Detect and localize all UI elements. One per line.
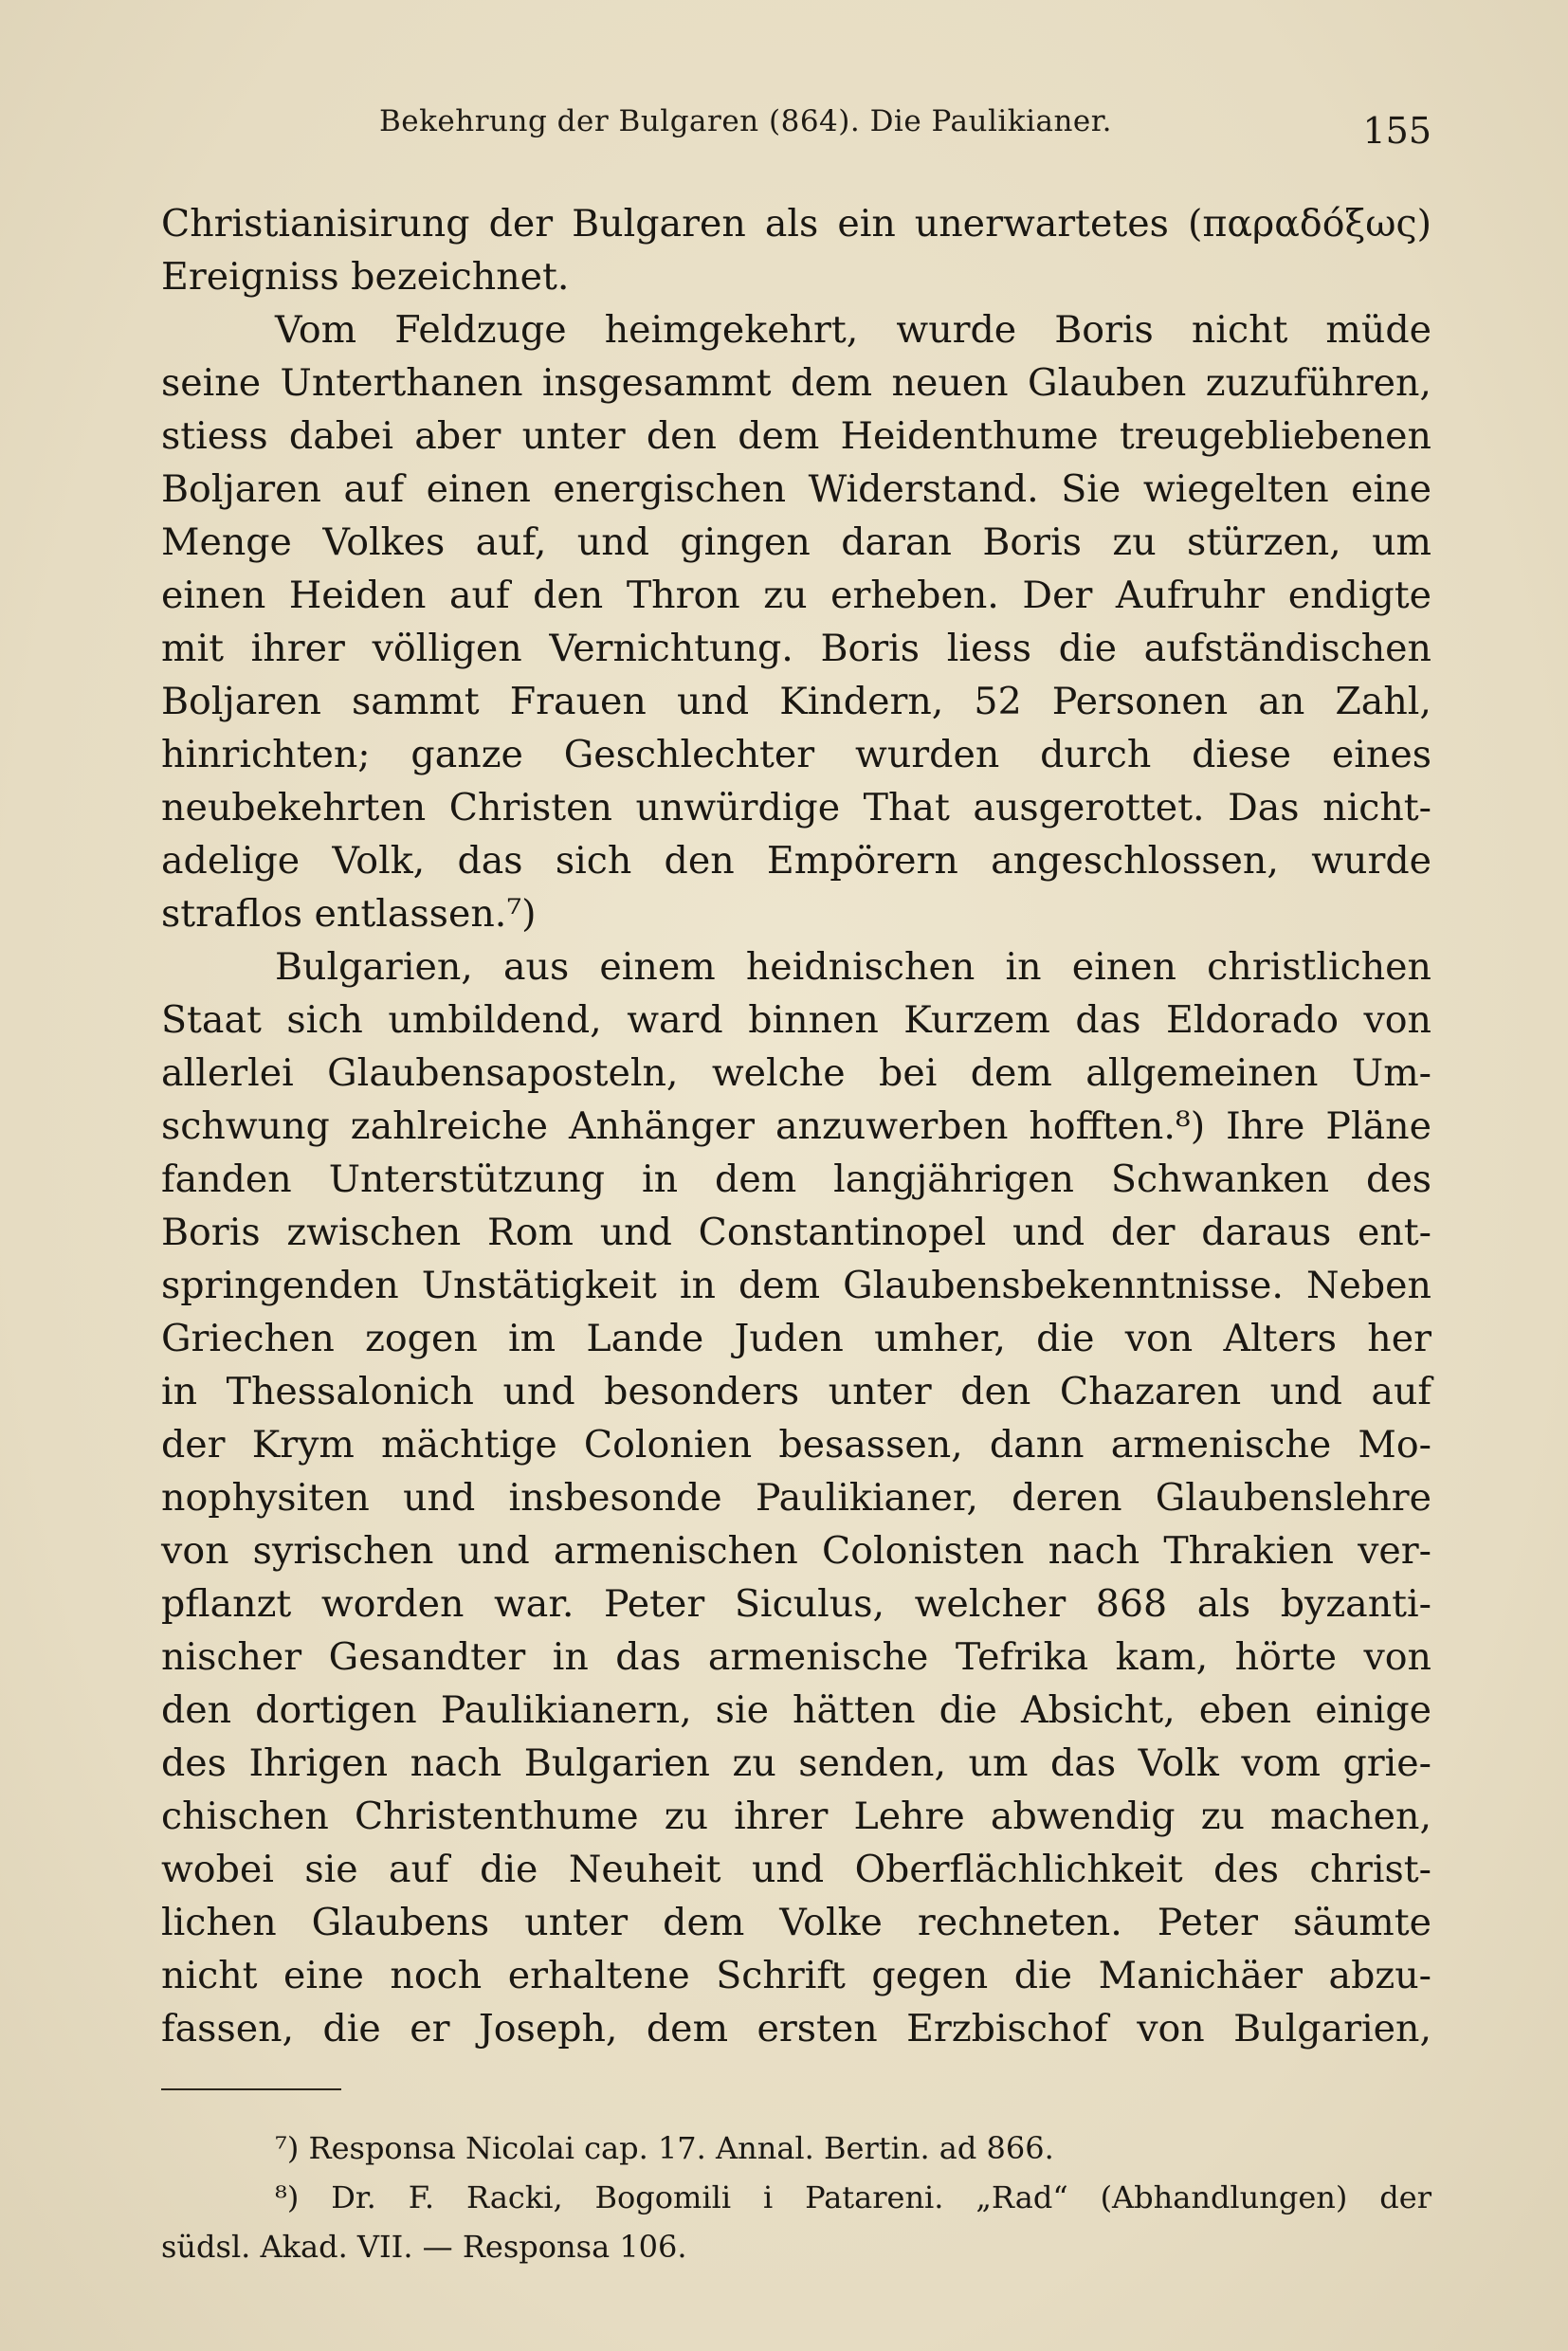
text-line: seine Unterthanen insgesammt dem neuen Glauben zuzuführen,: [161, 361, 1431, 405]
footnote-divider: [161, 2088, 341, 2090]
text-line: springenden Unstätigkeit in dem Glaubensbekenntnisse. Neben: [161, 1264, 1431, 1307]
text-line: nicht eine noch erhaltene Schrift gegen die Manichäer abzu-: [161, 1954, 1431, 1997]
text-line: Boljaren auf einen energischen Widerstand. Sie wiegelten eine: [161, 467, 1431, 511]
text-line: den dortigen Paulikianern, sie hätten die Absicht, eben einige: [161, 1688, 1431, 1732]
text-line: straflos entlassen.⁷): [161, 892, 537, 936]
text-line: Christianisirung der Bulgaren als ein unerwartetes (παραδόξως): [161, 202, 1431, 246]
text-line: allerlei Glaubensaposteln, welche bei dem allgemeinen Um-: [161, 1051, 1431, 1095]
text-line: neubekehrten Christen unwürdige That ausgerottet. Das nicht-: [161, 786, 1431, 829]
footnote: ⁸) Dr. F. Racki, Bogomili i Patareni. „Rad“ (Abhandlungen) der: [275, 2179, 1431, 2215]
text-line: Griechen zogen im Lande Juden umher, die von Alters her: [161, 1317, 1431, 1360]
text-line: mit ihrer völligen Vernichtung. Boris liess die aufständischen: [161, 627, 1431, 670]
text-line: Staat sich umbildend, ward binnen Kurzem das Eldorado von: [161, 998, 1431, 1042]
text-line: Boljaren sammt Frauen und Kindern, 52 Personen an Zahl,: [161, 680, 1431, 723]
text-line: Bulgarien, aus einem heidnischen in einen christlichen: [275, 945, 1431, 989]
text-line: Boris zwischen Rom und Constantinopel und der daraus ent-: [161, 1211, 1431, 1254]
footnotes: [161, 2123, 1431, 2271]
footnote-continuation: südsl. Akad. VII. — Responsa 106.: [161, 2229, 687, 2265]
text-line: Ereigniss bezeichnet.: [161, 255, 570, 299]
text-line: der Krym mächtige Colonien besassen, dann armenische Mo-: [161, 1423, 1431, 1467]
text-line: Menge Volkes auf, und gingen daran Boris zu stürzen, um: [161, 520, 1431, 564]
text-line: nischer Gesandter in das armenische Tefrika kam, hörte von: [161, 1635, 1431, 1679]
text-line: schwung zahlreiche Anhänger anzuwerben hofften.⁸) Ihre Pläne: [161, 1104, 1431, 1148]
text-line: in Thessalonich und besonders unter den Chazaren und auf: [161, 1370, 1431, 1413]
text-line: von syrischen und armenischen Colonisten nach Thrakien ver-: [161, 1529, 1431, 1573]
text-line: lichen Glaubens unter dem Volke rechneten. Peter säumte: [161, 1901, 1431, 1944]
page-number: 155: [1362, 110, 1431, 152]
text-line: fanden Unterstützung in dem langjährigen Schwanken des: [161, 1157, 1431, 1201]
text-line: pflanzt worden war. Peter Siculus, welcher 868 als byzanti-: [161, 1582, 1431, 1626]
text-line: wobei sie auf die Neuheit und Oberflächlichkeit des christ-: [161, 1848, 1431, 1891]
text-line: Vom Feldzuge heimgekehrt, wurde Boris nicht müde: [275, 308, 1431, 352]
page-header: [379, 104, 1431, 152]
text-line: fassen, die er Joseph, dem ersten Erzbischof von Bulgarien,: [161, 2007, 1431, 2050]
text-line: adelige Volk, das sich den Empörern angeschlossen, wurde: [161, 839, 1431, 883]
text-line: des Ihrigen nach Bulgarien zu senden, um das Volk vom grie-: [161, 1741, 1431, 1785]
text-line: einen Heiden auf den Thron zu erheben. Der Aufruhr endigte: [161, 574, 1431, 617]
text-line: chischen Christenthume zu ihrer Lehre abwendig zu machen,: [161, 1795, 1431, 1838]
text-line: stiess dabei aber unter den dem Heidenthume treugebliebenen: [161, 414, 1431, 458]
text-line: nophysiten und insbesonde Paulikianer, deren Glaubenslehre: [161, 1476, 1431, 1520]
footnote: ⁷) Responsa Nicolai cap. 17. Annal. Bertin. ad 866.: [275, 2130, 1054, 2166]
running-title: Bekehrung der Bulgaren (864). Die Paulikianer.: [379, 104, 1113, 138]
text-line: hinrichten; ganze Geschlechter wurden durch diese eines: [161, 733, 1431, 776]
body-text: [161, 197, 1431, 2055]
